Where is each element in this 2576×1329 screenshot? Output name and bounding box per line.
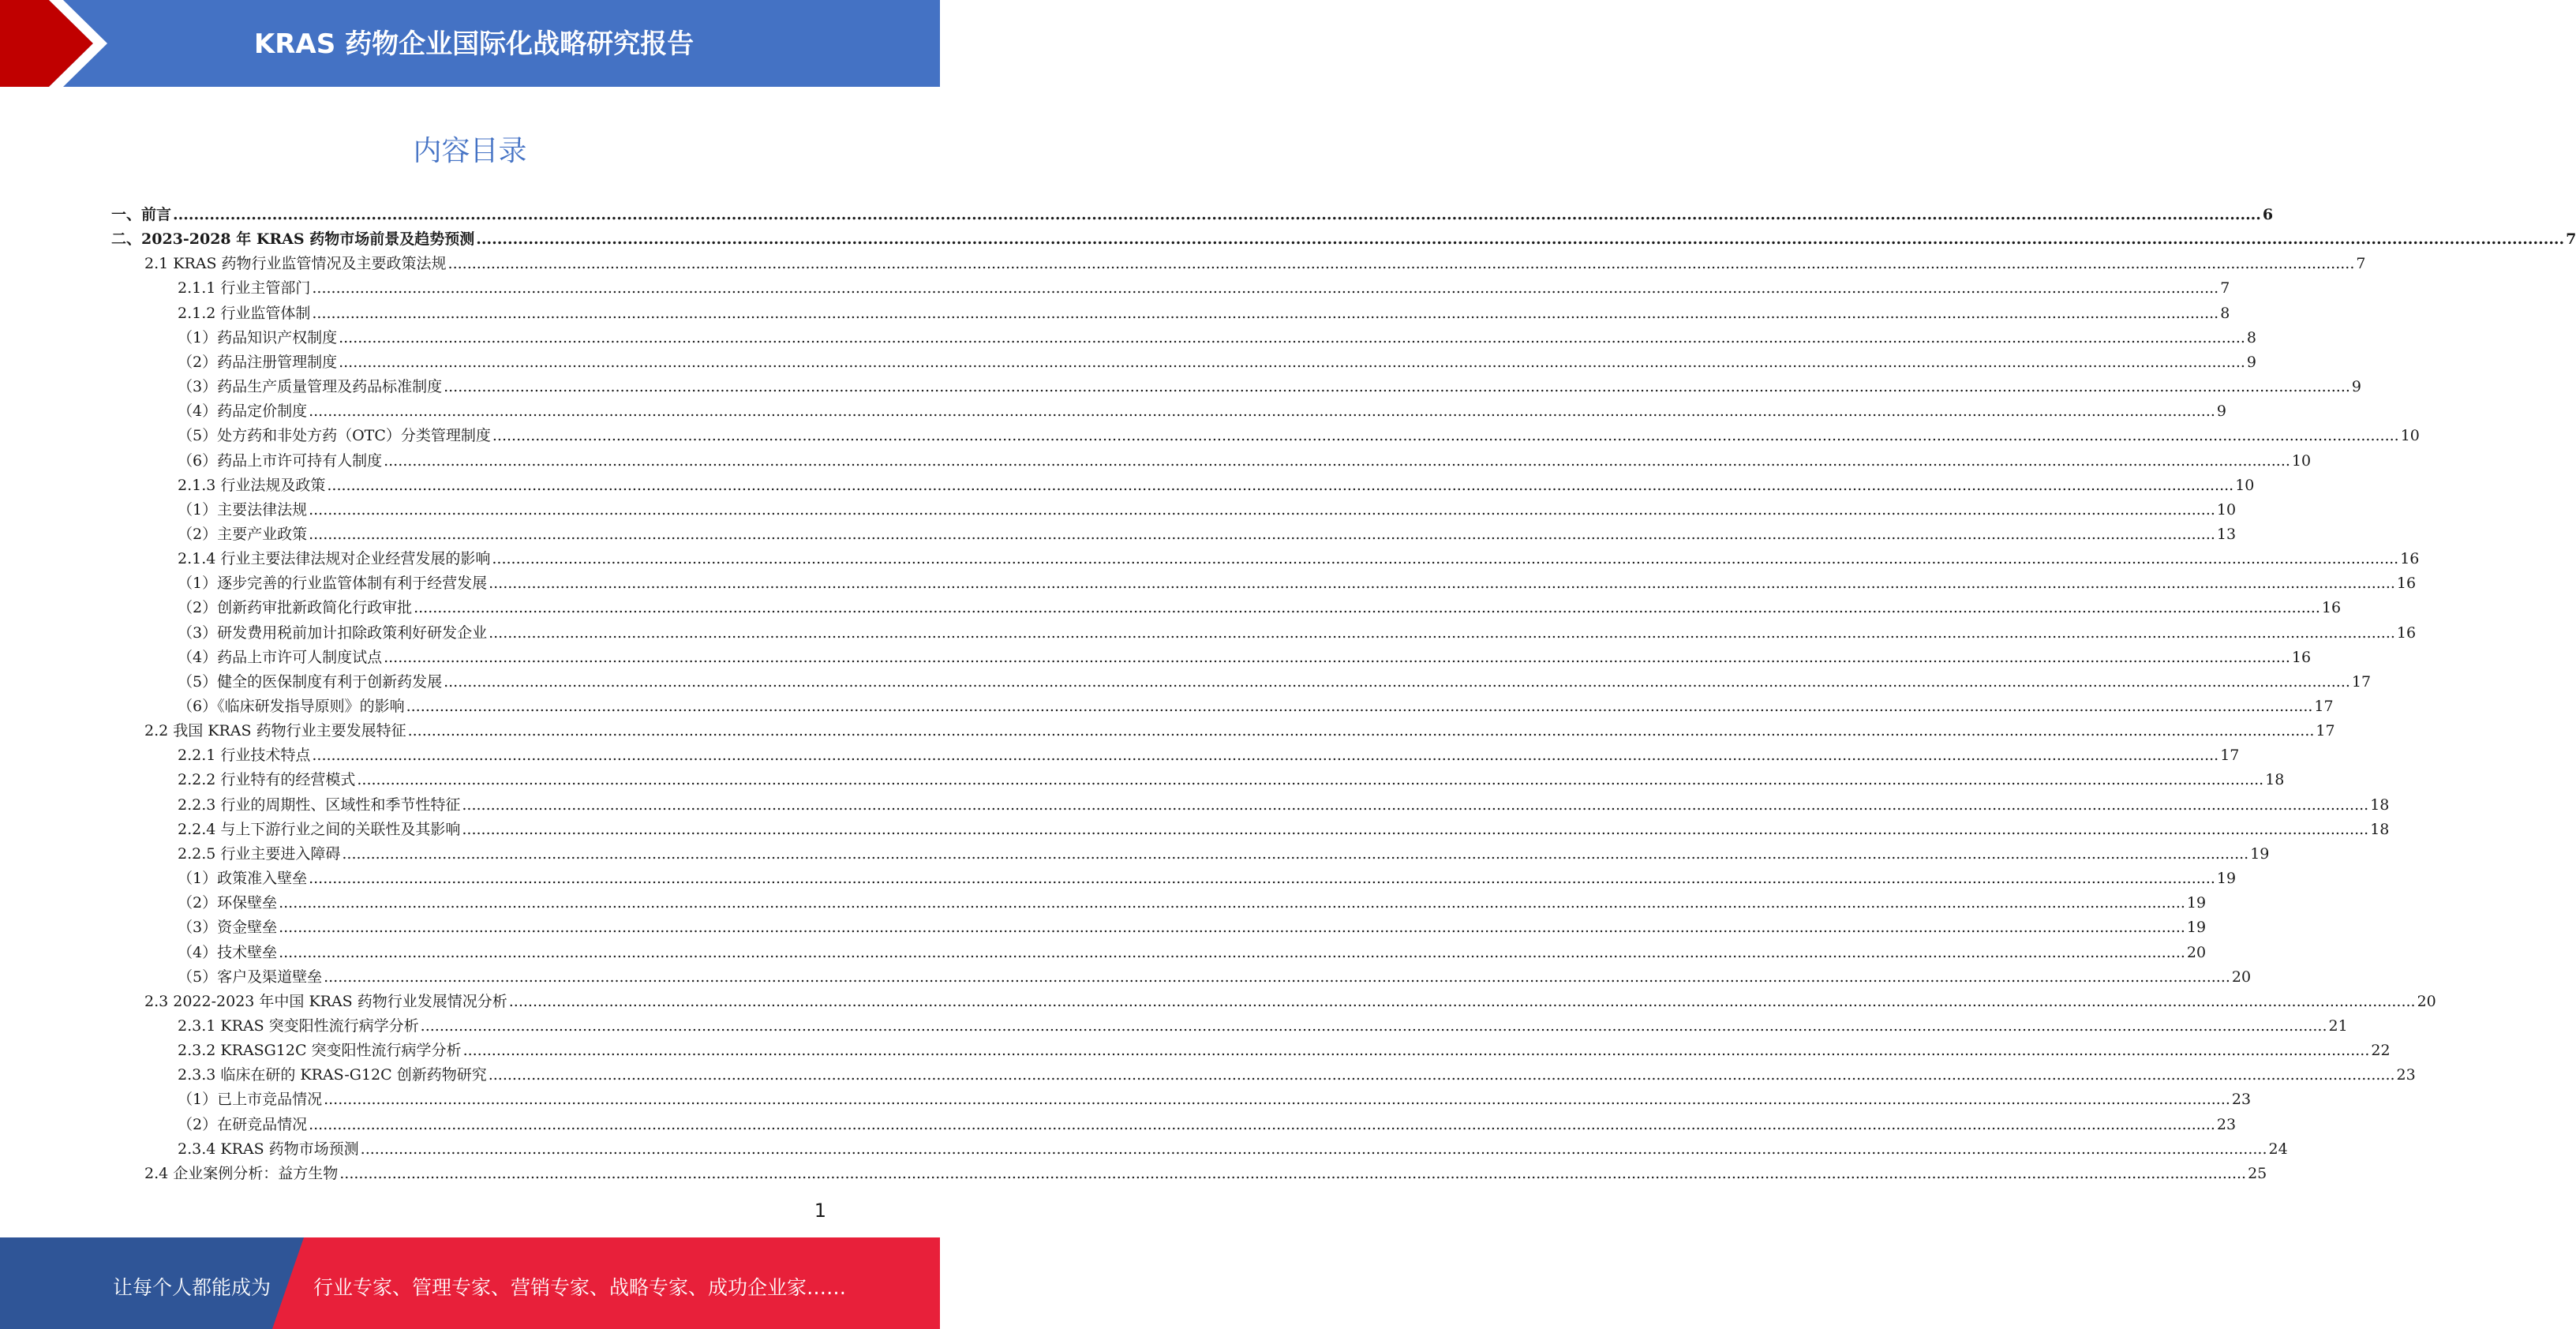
- toc-leader-dots: ................................................................................................................................................................................................................................................................................................................................................................................................................: [327, 476, 2234, 494]
- toc-entry[interactable]: [178, 1109, 2237, 1133]
- toc-entry-title: （1）已上市竞品情况: [178, 1091, 323, 1109]
- toc-entry-page: 9: [2216, 402, 2227, 421]
- toc-leader-dots: ................................................................................................................................................................................................................................................................................................................................................................................................................: [407, 722, 2315, 740]
- toc-entry-title: （2）在研竞品情况: [178, 1115, 308, 1133]
- report-title: KRAS 药物企业国际化战略研究报告: [253, 28, 695, 60]
- toc-entry[interactable]: [178, 470, 2255, 494]
- toc-leader-dots: ................................................................................................................................................................................................................................................................................................................................................................................................................: [309, 402, 2215, 421]
- toc-entry-title: 2.3 2022-2023 年中国 KRAS 药物行业发展情况分析: [144, 992, 507, 1010]
- toc-entry[interactable]: [178, 1133, 2288, 1158]
- toc-leader-dots: ................................................................................................................................................................................................................................................................................................................................................................................................................: [324, 968, 2230, 986]
- toc-entry-page: 10: [2400, 427, 2420, 445]
- toc-entry-title: 2.2.2 行业特有的经营模式: [178, 771, 356, 789]
- toc-leader-dots: ................................................................................................................................................................................................................................................................................................................................................................................................................: [488, 1066, 2395, 1084]
- toc-entry-page: 16: [2396, 575, 2417, 593]
- toc-entry-title: （6）药品上市许可持有人制度: [178, 451, 383, 470]
- toc-entry-title: （3）药品生产质量管理及药品标准制度: [178, 378, 443, 396]
- toc-leader-dots: ................................................................................................................................................................................................................................................................................................................................................................................................................: [312, 747, 2219, 765]
- toc-leader-dots: ................................................................................................................................................................................................................................................................................................................................................................................................................: [462, 796, 2369, 814]
- toc-entry-page: 23: [2216, 1115, 2237, 1133]
- toc-entry-title: 2.2.5 行业主要进入障碍: [178, 844, 341, 863]
- toc-entry-page: 20: [2417, 992, 2436, 1010]
- toc-leader-dots: ................................................................................................................................................................................................................................................................................................................................................................................................................: [492, 550, 2399, 568]
- toc-entry-title: 2.1.3 行业法规及政策: [178, 476, 326, 494]
- toc-leader-dots: ................................................................................................................................................................................................................................................................................................................................................................................................................: [279, 943, 2185, 961]
- toc-entry-page: 17: [2314, 698, 2334, 715]
- toc-entry[interactable]: [178, 1035, 2391, 1060]
- toc-entry[interactable]: [178, 592, 2342, 617]
- toc-entry-page: 10: [2291, 451, 2312, 470]
- toc-leader-dots: ................................................................................................................................................................................................................................................................................................................................................................................................................: [312, 304, 2219, 322]
- toc-leader-dots: ................................................................................................................................................................................................................................................................................................................................................................................................................: [309, 1115, 2215, 1133]
- toc-entry-title: （4）药品上市许可人制度试点: [178, 648, 383, 666]
- toc-entry[interactable]: [144, 986, 2436, 1010]
- toc-entry[interactable]: [178, 961, 2252, 986]
- toc-entry-title: 2.2.3 行业的周期性、区域性和季节性特征: [178, 796, 461, 814]
- toc-entry[interactable]: [178, 420, 2420, 445]
- toc-leader-dots: ................................................................................................................................................................................................................................................................................................................................................................................................................: [173, 206, 2261, 223]
- toc-entry-page: 9: [2246, 353, 2257, 371]
- toc-entry-title: 2.2 我国 KRAS 药物行业主要发展特征: [144, 722, 406, 740]
- toc-entry-title: （4）药品定价制度: [178, 402, 308, 421]
- toc-leader-dots: ................................................................................................................................................................................................................................................................................................................................................................................................................: [444, 378, 2350, 396]
- toc-entry-title: （5）健全的医保制度有利于创新药发展: [178, 672, 443, 691]
- toc-entry-page: 7: [2220, 279, 2230, 298]
- toc-entry-page: 18: [2370, 796, 2390, 814]
- toc-entry-title: 2.1.1 行业主管部门: [178, 279, 311, 298]
- toc-entry[interactable]: [178, 543, 2420, 568]
- toc-entry-title: 2.2.1 行业技术特点: [178, 747, 311, 765]
- toc-leader-dots: ................................................................................................................................................................................................................................................................................................................................................................................................................: [339, 1164, 2247, 1182]
- toc-entry-title: （1）药品知识产权制度: [178, 328, 338, 346]
- toc-leader-dots: ................................................................................................................................................................................................................................................................................................................................................................................................................: [324, 1091, 2230, 1109]
- toc-entry-page: 18: [2265, 771, 2285, 789]
- toc-entry[interactable]: [178, 764, 2285, 789]
- toc-entry-page: 20: [2231, 968, 2252, 986]
- report-header: [0, 0, 940, 87]
- toc-entry-page: 16: [2396, 623, 2417, 642]
- toc-leader-dots: ................................................................................................................................................................................................................................................................................................................................................................................................................: [309, 525, 2215, 543]
- toc-entry-title: （3）资金壁垒: [178, 919, 278, 937]
- toc-entry-title: （2）创新药审批新政简化行政审批: [178, 599, 413, 617]
- toc-entry-page: 16: [2321, 599, 2342, 617]
- toc-entry-title: 2.1.4 行业主要法律法规对企业经营发展的影响: [178, 550, 491, 568]
- toc-leader-dots: ................................................................................................................................................................................................................................................................................................................................................................................................................: [339, 353, 2245, 371]
- toc-entry-page: 23: [2396, 1066, 2416, 1084]
- toc-entry[interactable]: [178, 298, 2230, 322]
- toc-entry-title: 2.3.1 KRAS 突变阳性流行病学分析: [178, 1016, 419, 1035]
- toc-entry[interactable]: [178, 814, 2390, 838]
- toc-entry-title: 2.3.3 临床在研的 KRAS-G12C 创新药物研究: [178, 1066, 487, 1084]
- toc-entry[interactable]: [178, 739, 2240, 765]
- toc-entry-page: 22: [2371, 1042, 2391, 1060]
- toc-entry[interactable]: [111, 223, 2576, 249]
- toc-entry[interactable]: [178, 494, 2237, 518]
- toc-entry[interactable]: [178, 346, 2257, 371]
- toc-entry-title: （2）主要产业政策: [178, 525, 308, 543]
- toc-entry-title: （3）研发费用税前加计扣除政策利好研发企业: [178, 623, 488, 642]
- toc-entry-title: 一、前言: [111, 206, 172, 223]
- toc-leader-dots: ................................................................................................................................................................................................................................................................................................................................................................................................................: [384, 648, 2290, 666]
- toc-entry[interactable]: [178, 642, 2312, 666]
- toc-entry[interactable]: [178, 322, 2257, 346]
- toc-leader-dots: ................................................................................................................................................................................................................................................................................................................................................................................................................: [414, 599, 2320, 617]
- toc-leader-dots: ................................................................................................................................................................................................................................................................................................................................................................................................................: [357, 771, 2264, 789]
- toc-leader-dots: ................................................................................................................................................................................................................................................................................................................................................................................................................: [309, 500, 2215, 518]
- toc-entry-page: 16: [2291, 648, 2312, 666]
- toc-entry-title: （1）政策准入壁垒: [178, 870, 308, 888]
- toc-entry-page: 19: [2250, 844, 2270, 863]
- toc-entry-title: （4）技术壁垒: [178, 943, 278, 961]
- toc-entry[interactable]: [178, 371, 2362, 396]
- toc-entry[interactable]: [178, 395, 2227, 421]
- toc-entry-page: 17: [2220, 747, 2240, 765]
- toc-entry-page: 13: [2216, 525, 2237, 543]
- toc-entry-title: 2.1.2 行业监管体制: [178, 304, 311, 322]
- toc-leader-dots: ................................................................................................................................................................................................................................................................................................................................................................................................................: [309, 870, 2215, 888]
- toc-entry-title: （5）处方药和非处方药（OTC）分类管理制度: [178, 427, 491, 445]
- toc-entry[interactable]: [144, 248, 2366, 273]
- toc-entry-title: 2.2.4 与上下游行业之间的关联性及其影响: [178, 820, 461, 838]
- toc-leader-dots: ................................................................................................................................................................................................................................................................................................................................................................................................................: [339, 328, 2245, 346]
- toc-entry-title: 2.4 企业案例分析：益方生物: [144, 1164, 339, 1182]
- toc-entry-page: 9: [2351, 378, 2362, 396]
- toc-entry-page: 18: [2370, 820, 2390, 838]
- toc-entry-page: 23: [2231, 1091, 2252, 1109]
- toc-entry-page: 20: [2186, 943, 2207, 961]
- toc-leader-dots: ................................................................................................................................................................................................................................................................................................................................................................................................................: [342, 844, 2249, 863]
- toc-entry[interactable]: [178, 838, 2270, 863]
- toc-entry-page: 19: [2186, 919, 2207, 937]
- toc-leader-dots: ................................................................................................................................................................................................................................................................................................................................................................................................................: [360, 1140, 2267, 1158]
- toc-leader-dots: ................................................................................................................................................................................................................................................................................................................................................................................................................: [476, 230, 2565, 249]
- toc-entry[interactable]: [178, 1010, 2348, 1035]
- toc-entry[interactable]: [144, 715, 2335, 740]
- toc-entry-page: 24: [2268, 1140, 2288, 1158]
- toc-entry-page: 25: [2248, 1164, 2267, 1182]
- toc-leader-dots: ................................................................................................................................................................................................................................................................................................................................................................................................................: [462, 1042, 2370, 1060]
- toc-leader-dots: ................................................................................................................................................................................................................................................................................................................................................................................................................: [312, 279, 2219, 298]
- toc-entry-title: （5）客户及渠道壁垒: [178, 968, 323, 986]
- toc-entry[interactable]: [178, 691, 2334, 715]
- toc-entry[interactable]: [178, 617, 2417, 642]
- toc-entry-page: 19: [2186, 894, 2207, 912]
- toc-leader-dots: ................................................................................................................................................................................................................................................................................................................................................................................................................: [444, 672, 2350, 691]
- toc-leader-dots: ................................................................................................................................................................................................................................................................................................................................................................................................................: [447, 255, 2355, 273]
- toc-entry-title: 2.3.4 KRAS 药物市场预测: [178, 1140, 359, 1158]
- toc-entry[interactable]: [178, 937, 2207, 961]
- toc-entry[interactable]: [178, 863, 2237, 888]
- toc-heading: 内容目录: [413, 135, 527, 167]
- toc-entry-page: 17: [2351, 672, 2372, 691]
- toc-entry-title: （2）药品注册管理制度: [178, 353, 338, 371]
- page-number: 1: [814, 1200, 826, 1222]
- toc-entry[interactable]: [178, 1084, 2252, 1109]
- toc-entry-title: 2.1 KRAS 药物行业监管情况及主要政策法规: [144, 255, 447, 273]
- toc-entry[interactable]: [178, 789, 2390, 814]
- toc-entry-page: 7: [2566, 230, 2576, 249]
- toc-entry-page: 8: [2246, 328, 2257, 346]
- toc-entry[interactable]: [178, 1059, 2416, 1084]
- toc-entry[interactable]: [178, 887, 2207, 912]
- toc-entry-page: 21: [2328, 1016, 2348, 1035]
- toc-leader-dots: ................................................................................................................................................................................................................................................................................................................................................................................................................: [279, 919, 2185, 937]
- footer-slogan-left: 让每个人都能成为: [113, 1276, 271, 1299]
- toc-entry-page: 16: [2400, 550, 2420, 568]
- toc-entry-page: 10: [2216, 500, 2237, 518]
- toc-entry-title: （1）逐步完善的行业监管体制有利于经营发展: [178, 575, 488, 593]
- toc-leader-dots: ................................................................................................................................................................................................................................................................................................................................................................................................................: [489, 575, 2395, 593]
- toc-entry-page: 7: [2356, 255, 2366, 273]
- toc-entry-page: 19: [2216, 870, 2237, 888]
- footer-banner: [0, 1237, 940, 1329]
- toc-entry[interactable]: [111, 199, 2274, 223]
- toc-entry-page: 6: [2262, 206, 2274, 223]
- toc-leader-dots: ................................................................................................................................................................................................................................................................................................................................................................................................................: [384, 451, 2290, 470]
- toc-leader-dots: ................................................................................................................................................................................................................................................................................................................................................................................................................: [492, 427, 2399, 445]
- toc-leader-dots: ................................................................................................................................................................................................................................................................................................................................................................................................................: [406, 698, 2313, 715]
- toc-leader-dots: ................................................................................................................................................................................................................................................................................................................................................................................................................: [489, 623, 2395, 642]
- toc-leader-dots: ................................................................................................................................................................................................................................................................................................................................................................................................................: [508, 992, 2416, 1010]
- toc-entry-title: （2）环保壁垒: [178, 894, 278, 912]
- toc-entry-title: 2.3.2 KRASG12C 突变阳性流行病学分析: [178, 1042, 462, 1060]
- toc-entry[interactable]: [178, 567, 2417, 593]
- footer-slogan-right: 行业专家、管理专家、营销专家、战略专家、成功企业家……: [313, 1276, 847, 1299]
- toc-entry[interactable]: [178, 666, 2372, 691]
- toc-leader-dots: ................................................................................................................................................................................................................................................................................................................................................................................................................: [462, 820, 2369, 838]
- toc-entry[interactable]: [178, 912, 2207, 937]
- toc-entry[interactable]: [178, 518, 2237, 543]
- toc-leader-dots: ................................................................................................................................................................................................................................................................................................................................................................................................................: [279, 894, 2185, 912]
- toc-entry[interactable]: [178, 272, 2230, 298]
- toc-entry-page: 10: [2235, 476, 2255, 494]
- toc-leader-dots: ................................................................................................................................................................................................................................................................................................................................................................................................................: [420, 1016, 2327, 1035]
- toc-entry-page: 8: [2220, 304, 2230, 322]
- toc-entry-page: 17: [2316, 722, 2335, 740]
- toc-entry[interactable]: [178, 445, 2312, 470]
- toc-entry[interactable]: [144, 1158, 2267, 1182]
- toc-entry-title: （6）《临床研发指导原则》的影响: [178, 698, 405, 715]
- toc-entry-title: （1）主要法律法规: [178, 500, 308, 518]
- toc-entry-title: 二、2023-2028 年 KRAS 药物市场前景及趋势预测: [111, 230, 475, 249]
